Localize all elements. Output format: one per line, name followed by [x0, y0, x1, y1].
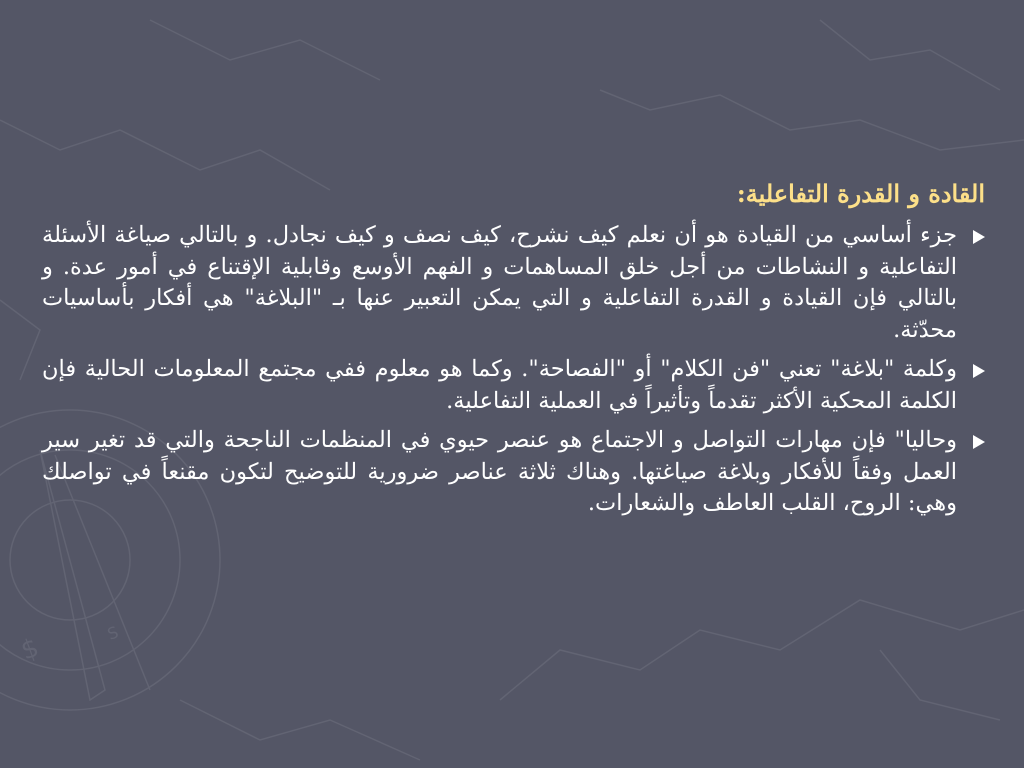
bullet-paragraph	[30, 425, 985, 520]
bullet-paragraph	[30, 220, 985, 346]
paragraph-text: وكلمة "بلاغة" تعني "فن الكلام" أو "الفصاحة". وكما هو معلوم ففي مجتمع المعلومات الحالية فإن الكلمة المحكية الأكثر تقدماً وتأثيراً في العملية التفاعلية.	[42, 356, 957, 414]
triangle-bullet-icon	[973, 230, 985, 244]
bullet-paragraph	[30, 354, 985, 417]
svg-text:$: $	[17, 632, 43, 667]
paragraph-text: وحاليا" فإن مهارات التواصل و الاجتماع هو عنصر حيوي في المنظمات الناجحة والتي قد تغير سير العمل وفقاً للأفكار وبلاغة صياغتها. وهناك ثلاثة عناصر ضرورية للتوضيح لتكون مقنعاً في تواصلك وهي: الروح، القلب العاطف والشعارات.	[42, 427, 957, 516]
paragraph-text: جزء أساسي من القيادة هو أن نعلم كيف نشرح، كيف نصف و كيف نجادل. و بالتالي صياغة الأسئلة التفاعلية و النشاطات من أجل خلق المساهمات و الفهم الأوسع وقابلية الإقتناع في أمور عدة. و بالتالي فإن القيادة و القدرة التفاعلية و التي يمكن التعبير عنها بـ "البلاغة" هي أفكار بأساسيات محدّثة.	[42, 222, 957, 343]
triangle-bullet-icon	[973, 364, 985, 378]
svg-text:S: S	[104, 622, 121, 644]
slide-heading: القادة و القدرة التفاعلية:	[736, 179, 985, 208]
triangle-bullet-icon	[973, 435, 985, 449]
slide-text-body	[30, 178, 985, 528]
